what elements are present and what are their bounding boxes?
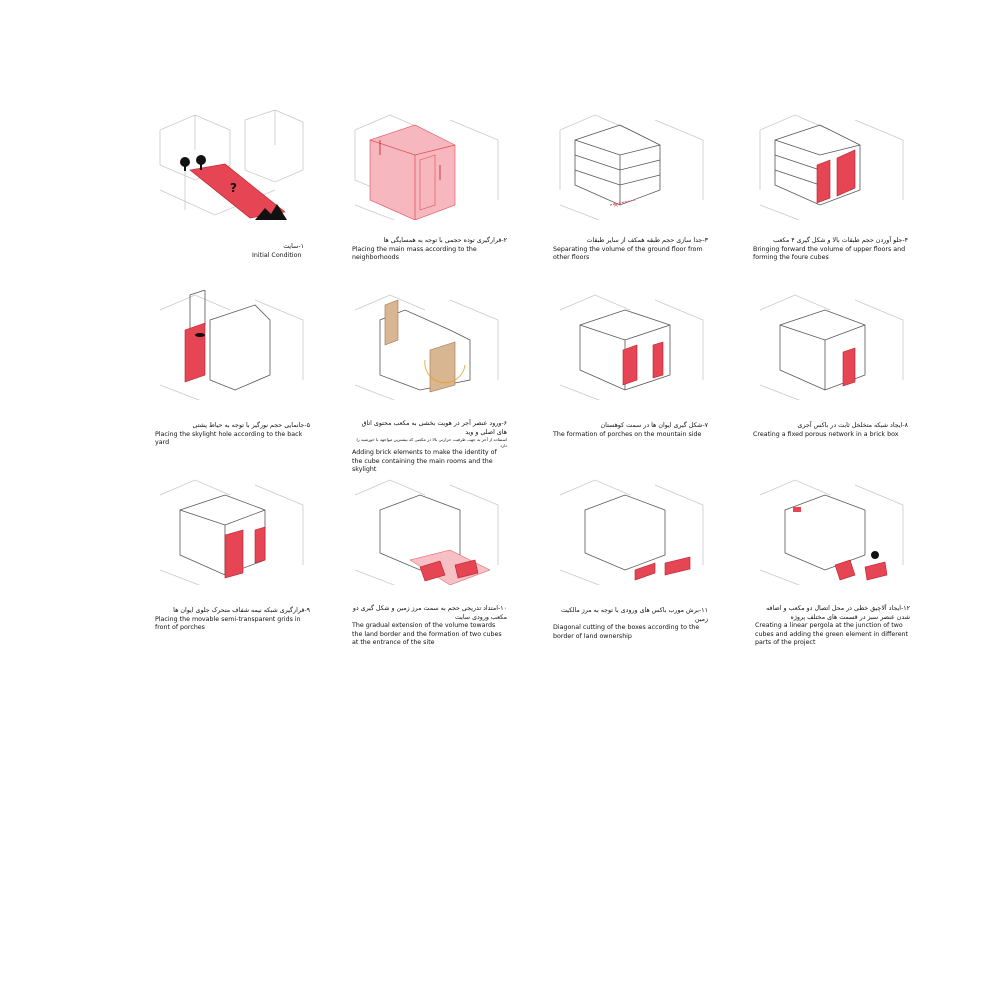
caption-fa: ۳-جدا سازی حجم طبقه همکف از سایر طبقات [586,237,708,244]
caption-en: Placing the main mass according to the neighborhoods [352,245,477,262]
diagram-panel-3 [555,110,705,220]
caption-fa: ۸-ایجاد شبکه متخلخل ثابت در باکس آجری [797,422,908,429]
diagram-panel-2 [350,110,500,220]
diagram-panel-9 [155,475,305,585]
diagram-panel-4 [755,110,905,220]
caption-12 [755,605,910,648]
svg-text:×: × [613,201,619,209]
diagram-panel-7 [555,290,705,400]
caption-9 [155,607,310,633]
caption-fa: ۱-سایت [283,243,304,250]
caption-en: Placing the movable semi-transparent grids in front of porches [155,615,301,632]
caption-en: Separating the volume of the ground floor from other floors [553,245,703,262]
caption-7 [553,422,708,439]
caption-11 [553,607,708,641]
caption-en: Placing the skylight hole according to the back yard [155,430,303,447]
caption-fa: ۲-قرارگیری توده حجمی با توجه به همسایگی ها [383,237,507,244]
caption-fa: ۹-قرارگیری شبکه نیمه شفاف متحرک جلوی ایوان ها [173,607,310,614]
caption-fa: ۵-جانمایی حجم نورگیر با توجه به حیاط پشتی [192,422,310,429]
diagram-panel-8 [755,290,905,400]
question-mark-icon: ? [230,181,237,195]
caption-fa: ۱۱-برش مورب باکس های ورودی با توجه به مرز مالکیت زمین [560,607,708,623]
diagram-panel-1 [155,110,305,220]
diagram-panel-11 [555,475,705,585]
caption-en: Adding brick elements to make the identity of the cube containing the main rooms and the skylight [352,449,497,474]
caption-en: Creating a linear pergola at the junction of two cubes and adding the green element in different parts of the project [755,622,909,647]
caption-2 [352,237,507,263]
site-diagram [155,110,305,220]
diagram-panel-6 [350,290,500,400]
diagram-panel-5 [155,290,305,400]
caption-fa: ۶-ورود عنصر آجر در هویت بخشی به مکعب محتوی اتاق های اصلی و وید [361,420,507,436]
caption-en: The gradual extension of the volume towards the land border and the formation of two cubes at the entrance of the site [352,622,502,647]
caption-3 [553,237,708,263]
caption-fa: ۱۰-امتداد تدریجی حجم به سمت مرز زمین و شکل گیری دو مکعب ورودی سایت [352,605,507,621]
caption-6 [352,420,507,475]
caption-en: Diagonal cutting of the boxes according to the border of land ownership [553,624,700,640]
caption-fa: ۴-جلو آوردن حجم طبقات بالا و شکل گیری ۴ مکعب [773,237,908,244]
caption-fa: ۷-شکل گیری ایوان ها در سمت کوهستان [600,422,708,429]
caption-fa-note: استفاده از آجر به جهت ظرفیت حرارتی بالا در مکعبی که بیشترین مواجهه با خورشید را دارد [356,437,507,449]
diagram-panel-10 [350,475,500,585]
caption-en: The formation of porches on the mountain side [553,430,702,438]
caption-en: Initial Condition [252,251,302,259]
caption-4 [753,237,908,263]
caption-en: Creating a fixed porous network in a brick box [753,430,899,438]
caption-fa: ۱۲-ایجاد آلاچیق خطی در محل اتصال دو مکعب و اضافه شدن عنصر سبز در قسمت های مختلف پروژه [766,605,910,621]
caption-en: Bringing forward the volume of upper floors and forming the foure cubes [753,245,906,262]
caption-5 [155,422,310,448]
caption-8 [753,422,908,439]
caption-10 [352,605,507,648]
caption-1 [252,243,304,260]
diagram-panel-12 [755,475,905,585]
